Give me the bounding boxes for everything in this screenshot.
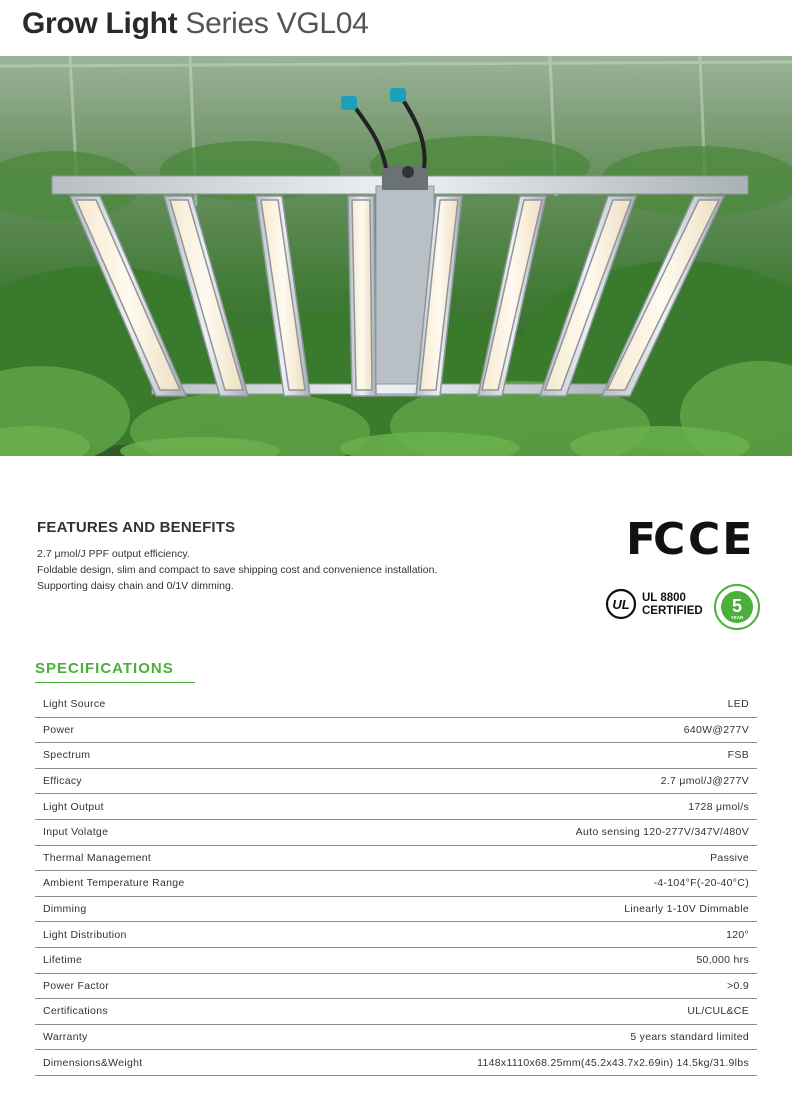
ul-line1: UL 8800 — [642, 592, 686, 604]
table-row — [35, 896, 757, 922]
spec-label: Light Output — [35, 794, 290, 820]
spec-value: 640W@277V — [290, 717, 757, 743]
spec-value: Auto sensing 120-277V/347V/480V — [290, 819, 757, 845]
table-row — [35, 717, 757, 743]
spec-label: Lifetime — [35, 947, 290, 973]
table-row — [35, 973, 757, 999]
spec-label: Thermal Management — [35, 845, 290, 871]
spec-label: Certifications — [35, 999, 290, 1025]
ul-logo-icon — [605, 588, 637, 620]
spec-value: 120° — [290, 922, 757, 948]
spec-label: Light Source — [35, 692, 290, 717]
table-row — [35, 871, 757, 897]
table-row — [35, 768, 757, 794]
spec-value: LED — [290, 692, 757, 717]
spec-value: Passive — [290, 845, 757, 871]
spec-value: UL/CUL&CE — [290, 999, 757, 1025]
spec-value: 5 years standard limited — [290, 1024, 757, 1050]
spec-label: Power Factor — [35, 973, 290, 999]
table-row — [35, 1050, 757, 1076]
page-title — [22, 4, 369, 44]
spec-value: Linearly 1-10V Dimmable — [290, 896, 757, 922]
spec-label: Warranty — [35, 1024, 290, 1050]
fcc-logo: FC — [626, 514, 683, 565]
spec-label: Dimensions&Weight — [35, 1050, 290, 1076]
spec-label: Light Distribution — [35, 922, 290, 948]
five-year-warranty-badge-icon — [713, 583, 761, 631]
feature-line: Supporting daisy chain and 0/1V dimming. — [37, 580, 234, 592]
features-section — [37, 519, 557, 594]
features-heading: FEATURES AND BENEFITS — [37, 519, 236, 536]
specifications-heading: SPECIFICATIONS — [35, 660, 195, 683]
spec-value: 1728 μmol/s — [290, 794, 757, 820]
hero-product-photo — [0, 56, 792, 456]
spec-value: 1148x1110x68.25mm(45.2x43.7x2.69in) 14.5kg/31.9lbs — [290, 1050, 757, 1076]
spec-label: Spectrum — [35, 743, 290, 769]
table-row — [35, 922, 757, 948]
spec-value: FSB — [290, 743, 757, 769]
table-row — [35, 947, 757, 973]
svg-text:5: 5 — [731, 596, 743, 616]
spec-label: Input Volatge — [35, 819, 290, 845]
table-row — [35, 692, 757, 717]
page-header — [0, 0, 792, 56]
specifications-table — [35, 692, 757, 1076]
ul-certified-text — [642, 592, 703, 618]
certification-logos — [600, 515, 770, 635]
feature-line: 2.7 μmol/J PPF output efficiency. — [37, 548, 190, 560]
spec-value: -4-104°F(-20-40°C) — [290, 871, 757, 897]
table-row — [35, 1024, 757, 1050]
title-light: Series VGL04 — [185, 7, 369, 40]
table-row — [35, 999, 757, 1025]
svg-text:UL: UL — [612, 597, 630, 612]
ul-line2: CERTIFIED — [642, 605, 703, 617]
title-bold: Grow Light — [22, 7, 178, 40]
spec-value: >0.9 — [290, 973, 757, 999]
spec-label: Efficacy — [35, 768, 290, 794]
table-row — [35, 819, 757, 845]
table-row — [35, 794, 757, 820]
spec-value: 50,000 hrs — [290, 947, 757, 973]
svg-text:YEAR: YEAR — [730, 615, 744, 620]
ce-logo: CE — [688, 514, 755, 565]
table-row — [35, 743, 757, 769]
spec-label: Ambient Temperature Range — [35, 871, 290, 897]
table-row — [35, 845, 757, 871]
spec-value: 2.7 μmol/J@277V — [290, 768, 757, 794]
feature-line: Foldable design, slim and compact to save shipping cost and convenience installation. — [37, 564, 438, 576]
grow-light-photo — [0, 56, 792, 456]
spec-label: Power — [35, 717, 290, 743]
spec-label: Dimming — [35, 896, 290, 922]
